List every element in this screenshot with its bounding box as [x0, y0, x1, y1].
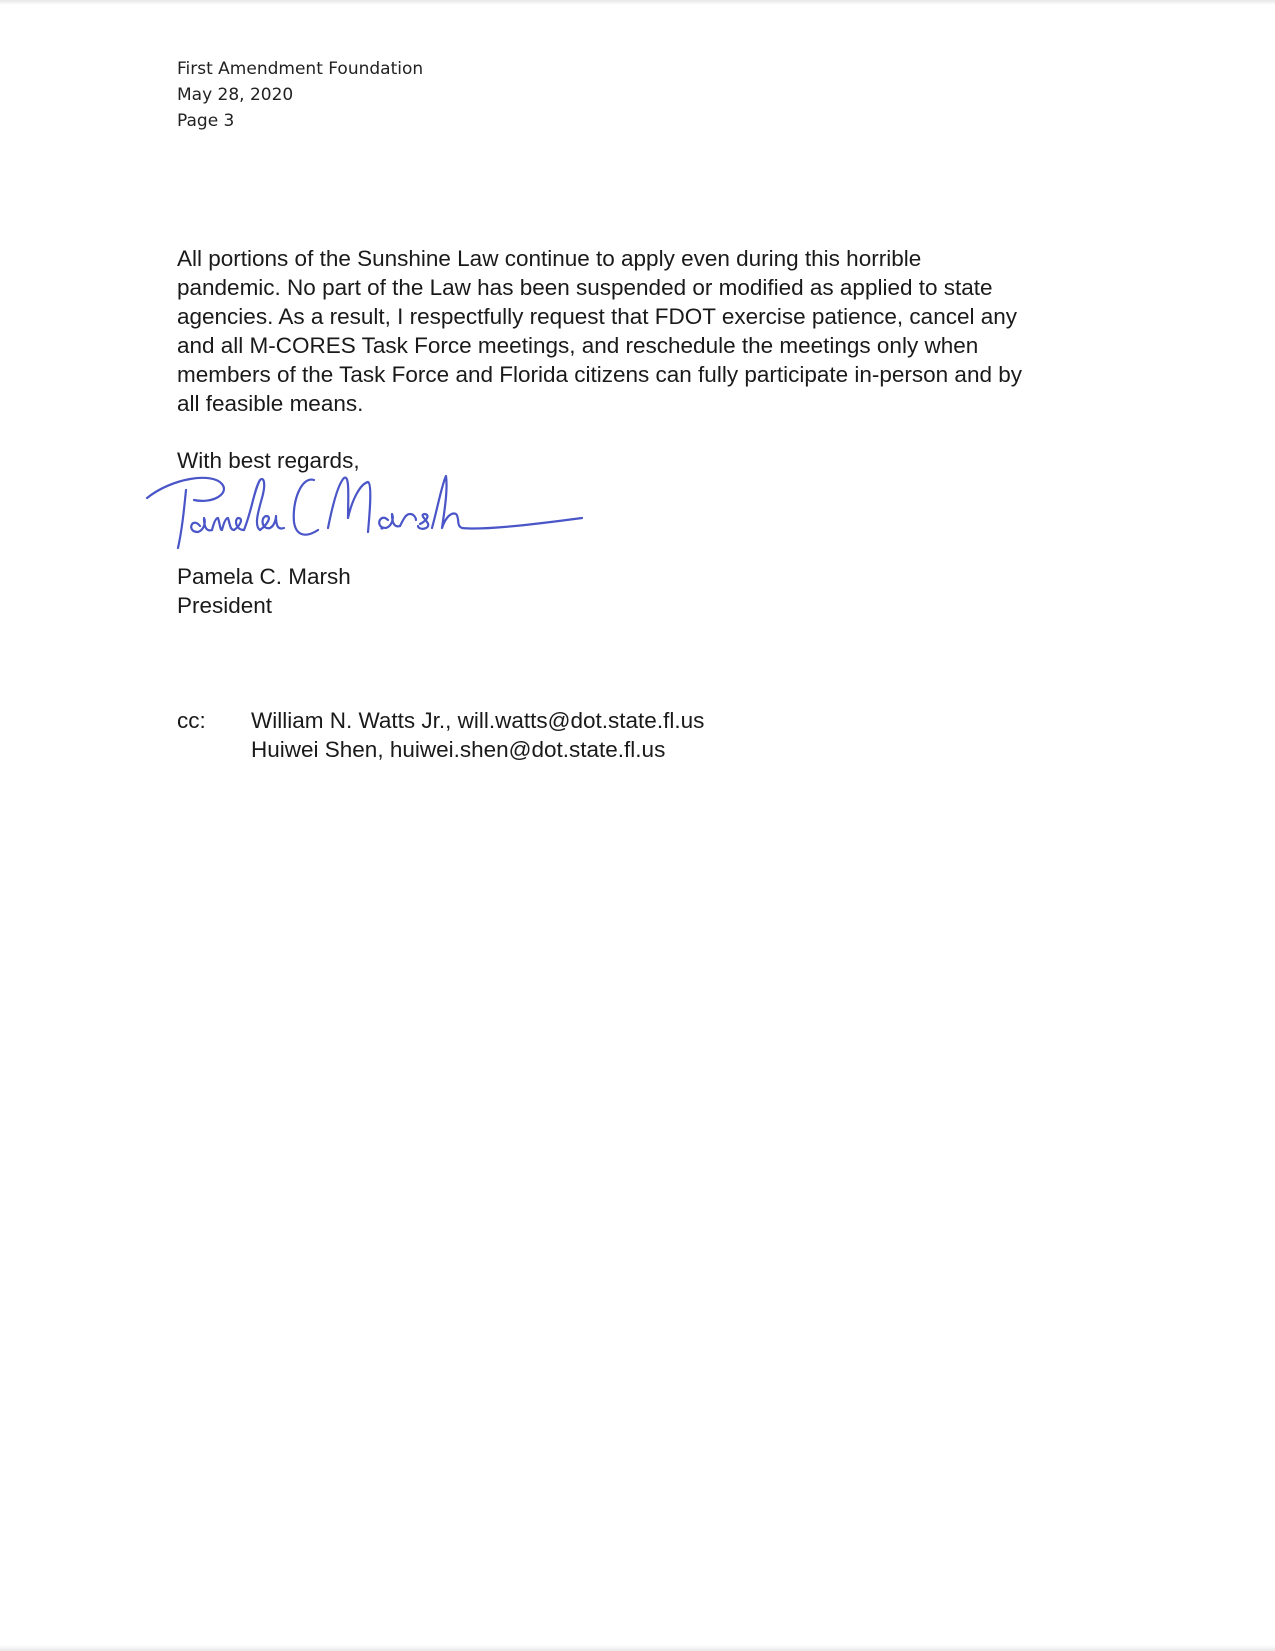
cc-section	[177, 706, 704, 764]
signatory-name: Pamela C. Marsh	[177, 564, 351, 589]
cc-label: cc:	[177, 708, 206, 733]
letterhead-header	[177, 56, 423, 134]
handwritten-signature	[142, 470, 602, 565]
letter-date: May 28, 2020	[177, 85, 294, 105]
closing-salutation: With best regards,	[177, 448, 360, 473]
cc-recipient-list	[251, 706, 704, 764]
page-number: Page 3	[177, 111, 235, 131]
cc-recipient: William N. Watts Jr., will.watts@dot.state.fl.us	[251, 708, 705, 733]
signatory-block	[177, 562, 351, 620]
signatory-title: President	[177, 593, 273, 618]
page-top-edge	[0, 0, 1275, 5]
cc-recipient: Huiwei Shen, huiwei.shen@dot.state.fl.us	[251, 737, 666, 762]
body-paragraph: All portions of the Sunshine Law continue to apply even during this horrible pandemic. No part of the Law has been suspended or modified as applied to state agencies. As a result, I respectfully request that FDOT exercise patience, cancel any and all M-CORES Task Force meetings, and reschedule the meetings only when members of the Task Force and Florida citizens can fully participate in-person and by all feasible means.	[177, 246, 1022, 416]
organization-name: First Amendment Foundation	[177, 59, 424, 79]
page-bottom-edge	[0, 1645, 1275, 1651]
